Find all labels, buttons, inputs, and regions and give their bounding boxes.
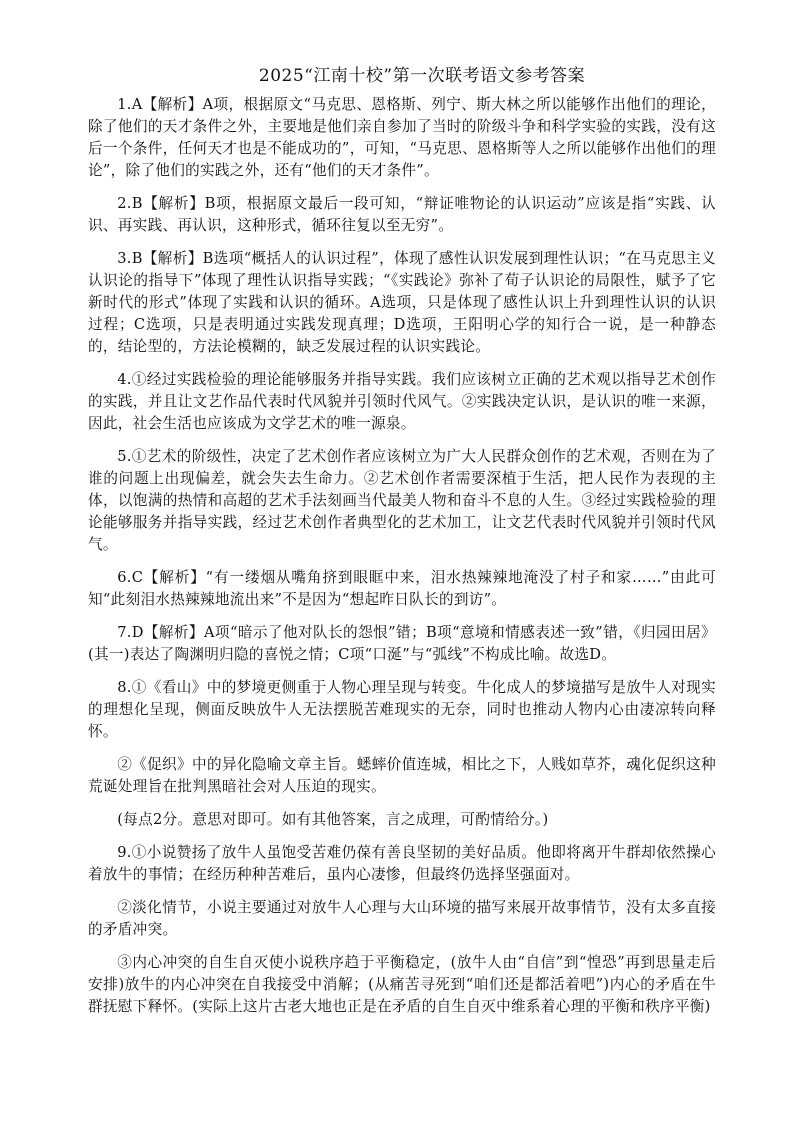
answer-5: 5.①艺术的阶级性，决定了艺术创作者应该树立为广大人民群众创作的艺术观，否则在为了谁的问题上出现偏差，就会失去生命力。②艺术创作者需要深植于生活，把人民作为表现的主体，以饱满的热情和高超的艺术手法刻画当代最美人物和奋斗不息的人生。③经过实践检验的理论能够服务并指导实践，经过艺术创作者典型化的艺术加工，让文艺代表时代风貌并引领时代风气。: [88, 448, 716, 553]
answer-1: 1.A【解析】A项，根据原文“马克思、恩格斯、列宁、斯大林之所以能够作出他们的理论，除了他们的天才条件之外，主要地是他们亲自参加了当时的阶级斗争和科学实验的实践，没有这后一个条件，任何天才也是不能成功的”，可知，“马克思、恩格斯等人之所以能够作出他们的理论”，除了他们的实践之外，还有“他们的天才条件”。: [88, 96, 716, 179]
scoring-note: (每点2分。意思对即可。如有其他答案，言之成理，可酌情给分。): [117, 811, 549, 828]
answer-6: 6.C【解析】“有一缕烟从嘴角挤到眼眶中来，泪水热辣辣地淹没了村子和家……”由此可知“此刻泪水热辣辣地流出来”不是因为“想起昨日队长的到访”。: [88, 569, 716, 608]
answer-8-point-2: ②《促织》中的异化隐喻文章主旨。蟋蟀价值连城，相比之下，人贱如草芥，魂化促织这种荒诞处理旨在批判黑暗社会对人压迫的现实。: [88, 756, 716, 795]
answer-9-point-1: 9.①小说赞扬了放牛人虽饱受苦难仍葆有善良坚韧的美好品质。他即将离开牛群却依然操心着放牛的事情；在经历种种苦难后，虽内心凄惨，但最终仍选择坚强面对。: [88, 844, 716, 883]
answer-3: 3.B【解析】B选项“概括人的认识过程”，体现了感性认识发展到理性认识；“在马克思主义认识论的指导下”体现了理性认识指导实践；“《实践论》弥补了荀子认识论的局限性，赋予了它新时代的形式”体现了实践和认识的循环。A选项，只是体现了感性认识上升到理性认识的认识过程；C选项，只是表明通过实践发现真理；D选项，王阳明心学的知行合一说，是一种静态的，结论型的，方法论模糊的，缺乏发展过程的认识实践论。: [88, 250, 716, 355]
page-title: 2025“江南十校”第一次联考语文参考答案: [258, 66, 586, 86]
answer-9-point-3: ③内心冲突的自生自灭使小说秩序趋于平衡稳定，(放牛人由“自信”到“惶恐”再到思量走后安排)放牛的内心冲突在自我接受中消解；(从痛苦寻死到“咱们还是都活着吧”)内心的矛盾在牛群抚慰下释怀。(实际上这片古老大地也正是在矛盾的自生自灭中维系着心理的平衡和秩序平衡): [88, 954, 716, 1015]
answer-7: 7.D【解析】A项“暗示了他对队长的怨恨”错；B项“意境和情感表述一致”错，《归园田居》(其一)表达了陶渊明归隐的喜悦之情；C项“口涎”与“弧线”不构成比喻。故选D。: [88, 624, 716, 663]
answer-4: 4.①经过实践检验的理论能够服务并指导实践。我们应该树立正确的艺术观以指导艺术创作的实践，并且让文艺作品代表时代风貌并引领时代风气。②实践决定认识，是认识的唯一来源，因此，社会生活也应该成为文学艺术的唯一源泉。: [88, 371, 716, 432]
answer-9-point-2: ②淡化情节，小说主要通过对放牛人心理与大山环境的描写来展开故事情节，没有太多直接的矛盾冲突。: [88, 899, 716, 938]
answer-8-point-1: 8.①《看山》中的梦境更侧重于人物心理呈现与转变。牛化成人的梦境描写是放牛人对现实的理想化呈现，侧面反映放牛人无法摆脱苦难现实的无奈，同时也推动人物内心由凄凉转向释怀。: [88, 679, 716, 740]
answer-2: 2.B【解析】B项，根据原文最后一段可知，“辩证唯物论的认识运动”应该是指“实践、认识、再实践、再认识，这种形式，循环往复以至无穷”。: [88, 195, 716, 234]
